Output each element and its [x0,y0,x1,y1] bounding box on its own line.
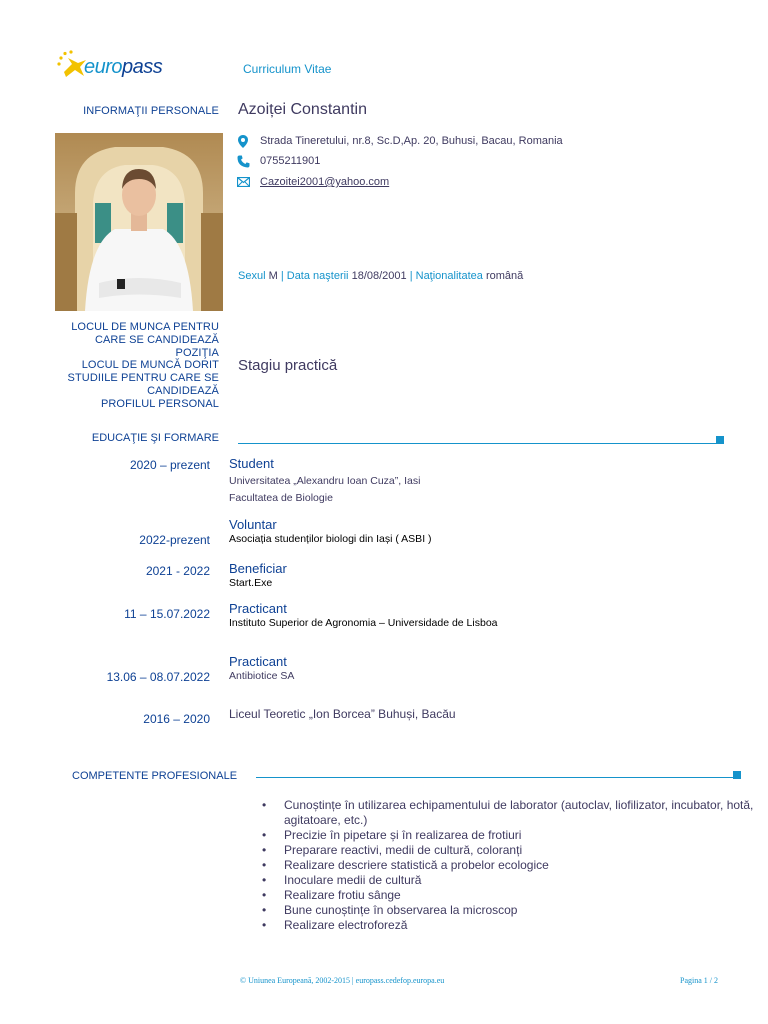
education-org: Instituto Superior de Agronomia – Universidade de Lisboa [229,617,498,629]
job-label-line: PROFILUL PERSONAL [100,397,219,410]
europass-logo [56,52,166,82]
education-role: Voluntar [229,517,277,532]
education-divider [238,443,716,444]
skill-item: • Inoculare medii de cultură [262,873,762,888]
education-date: 2016 – 2020 [143,712,210,726]
birth-value: 18/08/2001 [351,270,407,282]
separator: | [280,270,284,282]
personal-info-label: INFORMAŢII PERSONALE [83,105,219,117]
education-date: 2020 – prezent [129,458,210,472]
education-role: Beneficiar [229,561,287,576]
phone-text: 0755211901 [260,155,321,167]
skill-item: • Cunoștințe în utilizarea echipamentului de laborator (autoclav, liofilizator, incubator, hotă, agitatoare, etc.) [262,798,762,828]
footer-copyright: © Uniunea Europeană, 2002-2015 | europass.cedefop.europa.eu [240,976,445,985]
skills-list [262,798,762,933]
job-applied-value: Stagiu practică [238,357,338,374]
email-icon [236,175,250,189]
education-divider-marker [716,436,724,444]
education-role: Practicant [229,654,287,669]
skill-item: • Realizare electroforeză [262,918,762,933]
page-separator: / [709,976,713,985]
document-title: Curriculum Vitae [243,62,332,76]
job-label-line: LOCUL DE MUNCĂ DORIT [81,359,219,372]
education-date: 13.06 – 08.07.2022 [106,670,210,684]
education-org: Start.Exe [229,577,273,589]
skill-item: • Precizie în pipetare și în realizarea de frotiuri [262,828,762,843]
nationality-value: română [485,270,524,282]
page-total: 2 [714,976,719,985]
education-date: 11 – 15.07.2022 [124,607,210,621]
nationality-label: Naţionalitatea [415,270,483,282]
page-label: Pagina [680,976,702,985]
email-link[interactable]: Cazoitei2001@yahoo.com [260,176,390,188]
skill-item: • Bune cunoștințe în observarea la microscop [262,903,762,918]
location-pin-icon [236,134,250,148]
education-school: Liceul Teoretic „Ion Borcea” Buhuși, Bacău [229,707,456,721]
logo-euro-text: euro [84,56,123,78]
skill-item: • Realizare frotiu sânge [262,888,762,903]
address-row [236,134,563,148]
address-text: Strada Tineretului, nr.8, Sc.D,Ap. 20, Buhusi, Bacau, Romania [260,135,563,147]
education-org: Asociația studenților biologi din Iași ( ASBI ) [229,533,432,545]
job-applied-labels [49,321,219,411]
education-date: 2021 - 2022 [145,564,210,578]
page-number [680,976,718,985]
skills-divider [256,777,733,778]
logo-pass-text: pass [122,56,163,78]
education-date: 2022-prezent [139,533,210,547]
skill-item: • Realizare descriere statistică a probelor ecologice [262,858,762,873]
education-org: Universitatea „Alexandru Ioan Cuza”, Iasi [229,475,421,487]
birth-label: Data naşterii [286,270,349,282]
job-label-line: POZIŢIA [175,346,219,359]
page-current: 1 [703,976,708,985]
separator: | [409,270,413,282]
email-row [236,175,389,189]
logo-wordmark [84,56,162,79]
job-label-line: STUDIILE PENTRU CARE SE [67,372,219,385]
job-label-line: CARE SE CANDIDEAZĂ [94,333,219,346]
candidate-name: Azoiței Constantin [238,101,367,118]
skill-item: • Preparare reactivi, medii de cultură, coloranți [262,843,762,858]
phone-row [236,154,320,168]
education-org: Facultatea de Biologie [229,492,333,504]
sex-label: Sexul [238,270,266,282]
personal-details [238,270,523,282]
education-org: Antibiotice SA [229,670,295,682]
education-role: Student [229,456,274,471]
phone-icon [236,154,250,168]
job-label-line: CANDIDEAZĂ [147,384,219,397]
profile-photo [55,133,223,311]
education-role: Practicant [229,601,287,616]
education-section-label: EDUCAŢIE ŞI FORMARE [91,432,219,444]
skills-section-label: COMPETENTE PROFESIONALE [72,770,238,782]
job-label-line: LOCUL DE MUNCA PENTRU [71,321,219,333]
sex-value: M [268,270,278,282]
skills-divider-marker [733,771,741,779]
